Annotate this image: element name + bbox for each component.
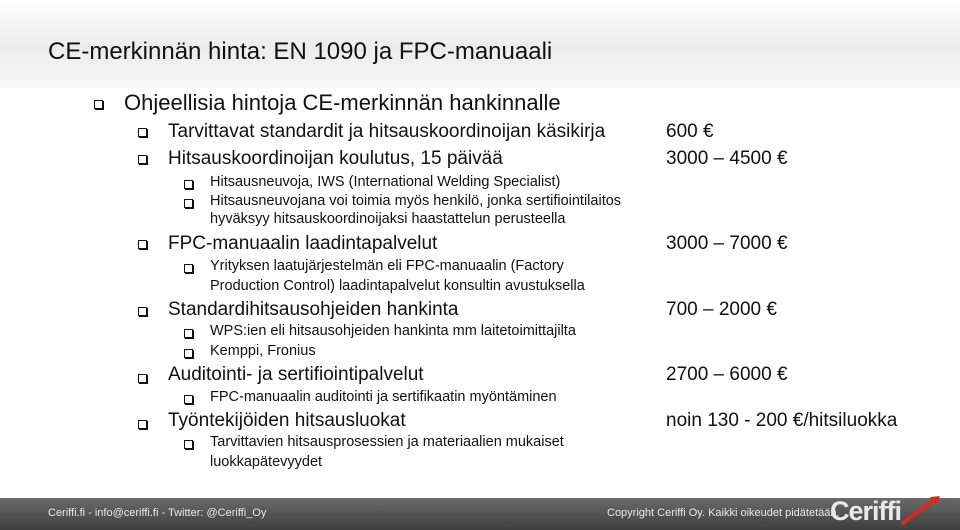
list-item: Hitsauskoordinoijan koulutus, 15 päivää <box>168 148 503 169</box>
list-item: Työntekijöiden hitsausluokat <box>168 410 406 431</box>
bullet-icon <box>184 329 193 338</box>
slide-title: CE-merkinnän hinta: EN 1090 ja FPC-manuaali <box>48 38 553 65</box>
list-subitem: Hitsausneuvoja, IWS (International Welding Specialist) <box>210 174 561 190</box>
price-label: 600 € <box>666 121 714 142</box>
bullet-icon <box>138 420 147 429</box>
logo-swoosh-icon <box>830 494 942 528</box>
footer-copyright: Copyright Ceriffi Oy. Kaikki oikeudet pidätetään. <box>607 507 840 519</box>
bullet-icon <box>184 395 193 404</box>
list-subitem: Yrityksen laatujärjestelmän eli FPC-manuaalin (Factory <box>210 258 564 274</box>
bullet-icon <box>184 199 193 208</box>
price-label: 700 – 2000 € <box>666 299 777 320</box>
bullet-icon <box>138 307 147 316</box>
footer-contact[interactable]: Ceriffi.fi - info@ceriffi.fi - Twitter: @Ceriffi_Oy <box>48 507 267 519</box>
bullet-icon <box>184 264 193 273</box>
bullet-icon <box>138 155 147 164</box>
list-subitem: Hitsausneuvojana voi toimia myös henkilö, jonka sertifiointilaitos <box>210 193 622 209</box>
main-heading: Ohjeellisia hintoja CE-merkinnän hankinnalle <box>124 90 561 115</box>
logo-text: Ceriffi <box>830 496 902 526</box>
list-subitem-continued: hyväksyy hitsauskoordinoijaksi haastattelun perusteella <box>210 211 566 227</box>
price-label: 3000 – 7000 € <box>666 233 788 254</box>
bullet-icon <box>184 440 193 449</box>
list-subitem: Kemppi, Fronius <box>210 343 316 359</box>
price-label: 3000 – 4500 € <box>666 148 788 169</box>
list-item: FPC-manuaalin laadintapalvelut <box>168 233 438 254</box>
price-label: noin 130 - 200 €/hitsiluokka <box>666 410 898 431</box>
list-item: Standardihitsausohjeiden hankinta <box>168 299 459 320</box>
bullet-icon <box>138 374 147 383</box>
list-subitem: WPS:ien eli hitsausohjeiden hankinta mm laitetoimittajilta <box>210 323 576 339</box>
list-subitem: Tarvittavien hitsausprosessien ja materiaalien mukaiset <box>210 434 564 450</box>
list-item: Auditointi- ja sertifiointipalvelut <box>168 364 424 385</box>
price-label: 2700 – 6000 € <box>666 364 788 385</box>
list-subitem: FPC-manuaalin auditointi ja sertifikaatin myöntäminen <box>210 389 557 405</box>
bullet-icon <box>94 100 103 109</box>
ceriffi-logo <box>830 494 942 528</box>
list-subitem-continued: luokkapätevyydet <box>210 454 323 470</box>
footer-bar <box>0 498 960 530</box>
bullet-icon <box>138 240 147 249</box>
list-item: Tarvittavat standardit ja hitsauskoordinoijan käsikirja <box>168 121 606 142</box>
bullet-icon <box>184 349 193 358</box>
bullet-icon <box>184 180 193 189</box>
list-subitem-continued: Production Control) laadintapalvelut konsultin avustuksella <box>210 278 585 294</box>
bullet-icon <box>138 128 147 137</box>
